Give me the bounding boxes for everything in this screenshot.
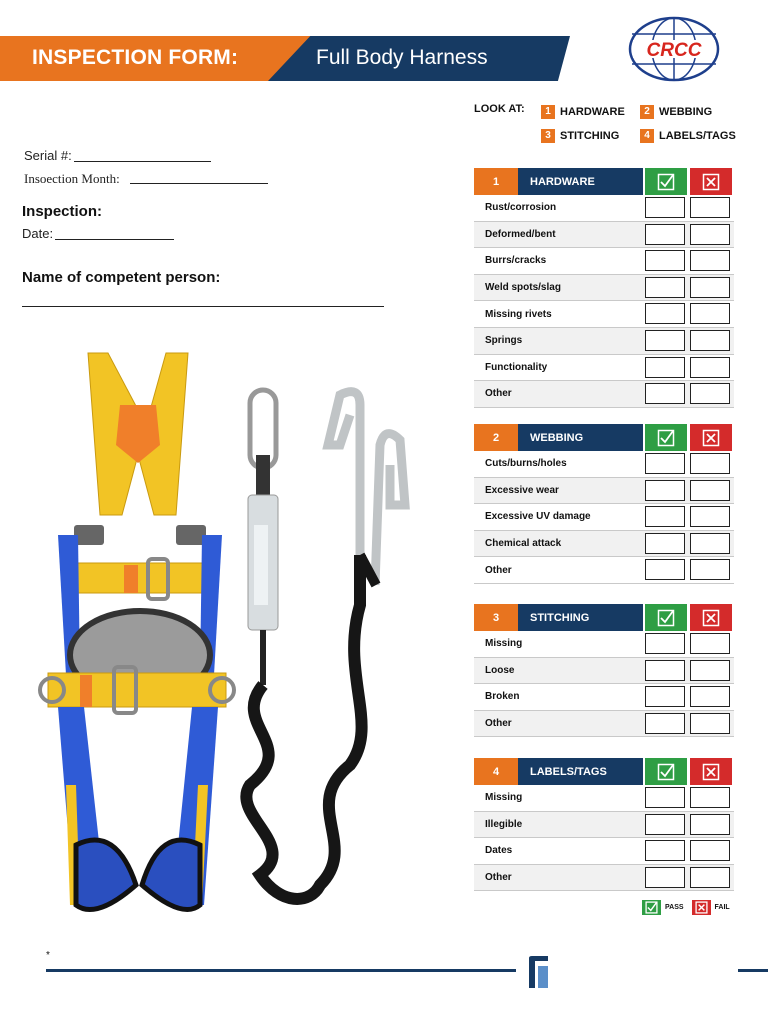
fail-checkbox[interactable] [690, 533, 730, 554]
pass-checkbox[interactable] [645, 250, 685, 271]
section-header [474, 168, 734, 195]
pass-checkbox[interactable] [645, 224, 685, 245]
pass-checkbox[interactable] [645, 814, 685, 835]
fail-checkbox[interactable] [690, 277, 730, 298]
pass-checkbox[interactable] [645, 686, 685, 707]
competent-person-line[interactable] [22, 306, 384, 307]
fail-checkbox[interactable] [690, 224, 730, 245]
pass-checkbox[interactable] [645, 713, 685, 734]
lanyard-illustration [240, 385, 420, 920]
fail-checkbox[interactable] [690, 383, 730, 404]
fail-x-icon [692, 900, 711, 915]
pass-checkbox[interactable] [645, 480, 685, 501]
fail-checkbox[interactable] [690, 330, 730, 351]
date-label: Date: [22, 226, 54, 241]
row-label: Missing [485, 638, 523, 650]
section-number: 2 [474, 424, 518, 451]
row-label: Broken [485, 691, 520, 703]
fail-checkbox[interactable] [690, 357, 730, 378]
pass-checkbox[interactable] [645, 277, 685, 298]
checklist-row [474, 451, 734, 478]
fail-x-icon [690, 168, 732, 195]
checklist-row [474, 658, 734, 685]
pass-checkbox[interactable] [645, 303, 685, 324]
pass-checkbox[interactable] [645, 330, 685, 351]
fail-checkbox[interactable] [690, 660, 730, 681]
legend-pass-label: PASS [665, 904, 684, 911]
fail-checkbox[interactable] [690, 506, 730, 527]
checklist-row [474, 381, 734, 408]
checklist-row [474, 557, 734, 584]
fail-checkbox[interactable] [690, 867, 730, 888]
pass-check-icon [645, 424, 687, 451]
checklist-row [474, 275, 734, 302]
pass-checkbox[interactable] [645, 533, 685, 554]
checklist-row [474, 478, 734, 505]
pass-check-icon [645, 168, 687, 195]
fail-checkbox[interactable] [690, 559, 730, 580]
row-label: Other [485, 872, 512, 884]
fail-checkbox[interactable] [690, 686, 730, 707]
row-label: Burrs/cracks [485, 255, 547, 267]
row-label: Other [485, 564, 512, 576]
section-labels-tags [474, 758, 734, 891]
footer-line-left [46, 969, 516, 972]
checklist-row [474, 355, 734, 382]
serial-line[interactable] [74, 161, 211, 162]
row-label: Rust/corrosion [485, 202, 557, 214]
checklist-row [474, 838, 734, 865]
pass-check-icon [645, 604, 687, 631]
checklist-row [474, 631, 734, 658]
row-label: Excessive UV damage [485, 511, 591, 523]
fail-checkbox[interactable] [690, 453, 730, 474]
form-subtitle: Full Body Harness [316, 46, 488, 69]
fail-checkbox[interactable] [690, 713, 730, 734]
fail-checkbox[interactable] [690, 787, 730, 808]
pass-checkbox[interactable] [645, 453, 685, 474]
row-label: Missing rivets [485, 308, 552, 320]
footer-note: * [46, 950, 50, 961]
fail-checkbox[interactable] [690, 633, 730, 654]
pass-checkbox[interactable] [645, 787, 685, 808]
checklist-row [474, 684, 734, 711]
checklist-row [474, 222, 734, 249]
fail-checkbox[interactable] [690, 814, 730, 835]
row-label: Excessive wear [485, 484, 559, 496]
fail-x-icon [690, 604, 732, 631]
section-hardware [474, 168, 734, 408]
look-at-item: 1 HARDWARE [541, 105, 625, 119]
look-at-label: LOOK AT: [474, 103, 525, 115]
look-at-item: 3 STITCHING [541, 129, 619, 143]
logo-text: CRCC [646, 40, 702, 61]
harness-illustration [36, 345, 240, 925]
pass-checkbox[interactable] [645, 383, 685, 404]
section-title: LABELS/TAGS [518, 758, 643, 785]
section-title: WEBBING [518, 424, 643, 451]
fail-x-icon [690, 758, 732, 785]
fail-checkbox[interactable] [690, 480, 730, 501]
pass-checkbox[interactable] [645, 660, 685, 681]
checklist-row [474, 195, 734, 222]
company-logo [627, 16, 721, 82]
footer-brand-icon [526, 954, 552, 990]
look-at-item: 4 LABELS/TAGS [640, 129, 736, 143]
row-label: Other [485, 718, 512, 730]
row-label: Other [485, 388, 512, 400]
row-label: Weld spots/slag [485, 282, 561, 294]
fail-x-icon [690, 424, 732, 451]
section-number: 4 [474, 758, 518, 785]
legend [642, 900, 730, 915]
section-title: HARDWARE [518, 168, 643, 195]
checklist-row [474, 812, 734, 839]
fail-checkbox[interactable] [690, 840, 730, 861]
month-label: Insoection Month: [24, 171, 120, 186]
serial-label: Serial #: [24, 148, 72, 163]
competent-person-heading: Name of competent person: [22, 269, 221, 286]
checklist-row [474, 711, 734, 738]
row-label: Springs [485, 335, 523, 347]
checklist-row [474, 865, 734, 892]
checklist-row [474, 531, 734, 558]
section-title: STITCHING [518, 604, 643, 631]
row-label: Illegible [485, 818, 523, 830]
pass-checkbox[interactable] [645, 506, 685, 527]
section-webbing [474, 424, 734, 584]
checklist-row [474, 785, 734, 812]
fail-checkbox[interactable] [690, 197, 730, 218]
date-line[interactable] [55, 239, 174, 240]
look-at-item: 2 WEBBING [640, 105, 712, 119]
fail-checkbox[interactable] [690, 250, 730, 271]
inspection-heading: Inspection: [22, 203, 103, 220]
pass-checkbox[interactable] [645, 197, 685, 218]
row-label: Loose [485, 664, 515, 676]
checklist-row [474, 328, 734, 355]
footer-line-right [738, 969, 768, 972]
section-number: 1 [474, 168, 518, 195]
pass-checkbox[interactable] [645, 559, 685, 580]
fail-checkbox[interactable] [690, 303, 730, 324]
section-header [474, 424, 734, 451]
month-line[interactable] [130, 183, 268, 184]
pass-checkbox[interactable] [645, 357, 685, 378]
section-header [474, 758, 734, 785]
pass-checkbox[interactable] [645, 840, 685, 861]
pass-checkbox[interactable] [645, 633, 685, 654]
row-label: Cuts/burns/holes [485, 458, 567, 470]
pass-check-icon [642, 900, 661, 915]
row-label: Missing [485, 792, 523, 804]
checklist-row [474, 504, 734, 531]
checklist-row [474, 248, 734, 275]
form-title: INSPECTION FORM: [32, 46, 239, 69]
row-label: Deformed/bent [485, 228, 556, 240]
section-header [474, 604, 734, 631]
legend-fail-label: FAIL [714, 904, 730, 911]
row-label: Functionality [485, 361, 548, 373]
pass-checkbox[interactable] [645, 867, 685, 888]
row-label: Chemical attack [485, 538, 562, 550]
checklist-row [474, 301, 734, 328]
section-stitching [474, 604, 734, 737]
row-label: Dates [485, 845, 513, 857]
pass-check-icon [645, 758, 687, 785]
section-number: 3 [474, 604, 518, 631]
